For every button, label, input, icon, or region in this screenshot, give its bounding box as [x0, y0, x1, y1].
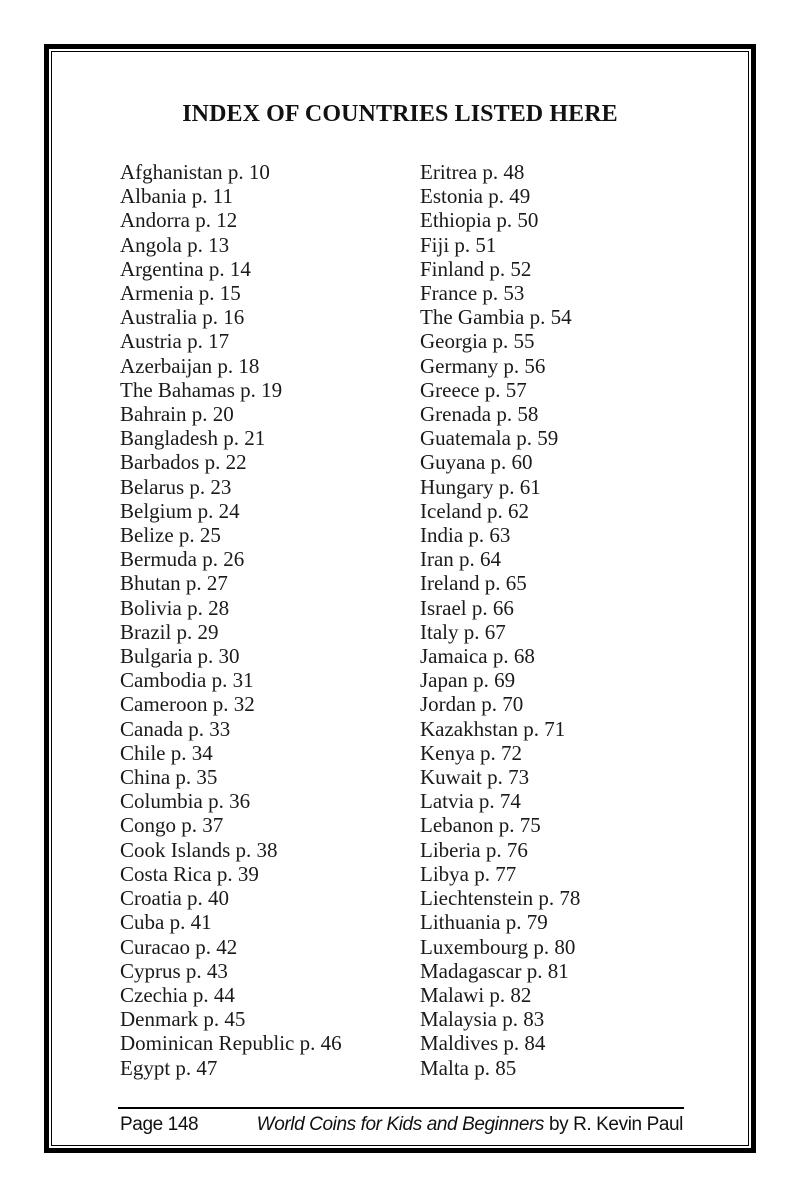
index-entry: Australia p. 16: [120, 305, 245, 330]
index-entry: Liechtenstein p. 78: [420, 886, 581, 911]
index-entry: Maldives p. 84: [420, 1031, 546, 1056]
index-entry: Germany p. 56: [420, 353, 546, 378]
index-entry: Fiji p. 51: [420, 232, 497, 257]
index-entry: Belarus p. 23: [120, 474, 232, 499]
index-entry: France p. 53: [420, 281, 525, 306]
index-entry: Liberia p. 76: [420, 837, 528, 862]
index-entry: Cuba p. 41: [120, 910, 212, 935]
index-entry: Armenia p. 15: [120, 281, 241, 306]
index-entry: Israel p. 66: [420, 595, 514, 620]
index-entry: Barbados p. 22: [120, 450, 247, 475]
index-entry: Andorra p. 12: [120, 208, 238, 233]
index-entry: Belgium p. 24: [120, 498, 240, 523]
index-column-right: [420, 160, 720, 1080]
index-entry: Madagascar p. 81: [420, 958, 569, 983]
index-entry: Bahrain p. 20: [120, 402, 234, 427]
index-entry: Ethiopia p. 50: [420, 208, 539, 233]
index-entry: The Gambia p. 54: [420, 305, 572, 330]
index-entry: Kuwait p. 73: [420, 765, 530, 790]
index-entry: Ireland p. 65: [420, 571, 527, 596]
index-entry: Jordan p. 70: [420, 692, 524, 717]
index-entry: Albania p. 11: [120, 184, 233, 209]
book-title: World Coins for Kids and Beginners: [256, 1114, 545, 1135]
index-entry: Finland p. 52: [420, 256, 532, 281]
index-entry: Hungary p. 61: [420, 474, 541, 499]
index-entry: The Bahamas p. 19: [120, 377, 283, 402]
index-entry: Japan p. 69: [420, 668, 516, 693]
index-entry: Cambodia p. 31: [120, 668, 254, 693]
index-entry: Bermuda p. 26: [120, 547, 245, 572]
index-entry: Brazil p. 29: [120, 619, 219, 644]
index-entry: Luxembourg p. 80: [420, 934, 576, 959]
index-entry: Canada p. 33: [120, 716, 231, 741]
index-entry: Costa Rica p. 39: [120, 861, 259, 886]
index-entry: Denmark p. 45: [120, 1007, 246, 1032]
index-columns: [120, 160, 696, 1080]
index-entry: Malaysia p. 83: [420, 1007, 545, 1032]
index-entry: Bulgaria p. 30: [120, 644, 240, 669]
index-entry: Eritrea p. 48: [420, 160, 525, 184]
index-entry: India p. 63: [420, 523, 511, 548]
index-entry: China p. 35: [120, 765, 218, 790]
index-entry: Lithuania p. 79: [420, 910, 548, 935]
index-entry: Belize p. 25: [120, 523, 221, 548]
index-entry: Guyana p. 60: [420, 450, 533, 475]
index-entry: Kazakhstan p. 71: [420, 716, 566, 741]
index-entry: Czechia p. 44: [120, 982, 235, 1007]
index-entry: Libya p. 77: [420, 861, 517, 886]
index-entry: Malawi p. 82: [420, 982, 532, 1007]
index-entry: Croatia p. 40: [120, 886, 230, 911]
footer: [120, 1114, 683, 1136]
index-entry: Afghanistan p. 10: [120, 160, 270, 184]
index-entry: Malta p. 85: [420, 1055, 517, 1080]
index-entry: Lebanon p. 75: [420, 813, 541, 838]
index-entry: Bhutan p. 27: [120, 571, 228, 596]
index-entry: Curacao p. 42: [120, 934, 238, 959]
index-entry: Iceland p. 62: [420, 498, 530, 523]
index-entry: Bolivia p. 28: [120, 595, 230, 620]
footer-credit: [257, 1114, 683, 1136]
index-entry: Kenya p. 72: [420, 740, 523, 765]
page-title: INDEX OF COUNTRIES LISTED HERE: [182, 101, 618, 127]
index-entry: Greece p. 57: [420, 377, 527, 402]
index-entry: Cameroon p. 32: [120, 692, 255, 717]
index-entry: Georgia p. 55: [420, 329, 535, 354]
index-entry: Cyprus p. 43: [120, 958, 228, 983]
index-entry: Azerbaijan p. 18: [120, 353, 260, 378]
footer-rule: [118, 1107, 684, 1109]
index-entry: Cook Islands p. 38: [120, 837, 278, 862]
index-entry: Egypt p. 47: [120, 1055, 218, 1080]
page-number-label: Page 148: [120, 1114, 199, 1135]
index-entry: Guatemala p. 59: [420, 426, 559, 451]
index-entry: Estonia p. 49: [420, 184, 531, 209]
index-entry: Dominican Republic p. 46: [120, 1031, 342, 1056]
index-entry: Italy p. 67: [420, 619, 506, 644]
index-entry: Jamaica p. 68: [420, 644, 535, 669]
index-entry: Angola p. 13: [120, 232, 230, 257]
byline: by R. Kevin Paul: [548, 1114, 683, 1135]
index-entry: Columbia p. 36: [120, 789, 251, 814]
index-entry: Iran p. 64: [420, 547, 502, 572]
index-entry: Chile p. 34: [120, 740, 213, 765]
index-entry: Grenada p. 58: [420, 402, 539, 427]
index-entry: Congo p. 37: [120, 813, 224, 838]
index-entry: Argentina p. 14: [120, 256, 251, 281]
index-column-left: [120, 160, 420, 1080]
index-entry: Austria p. 17: [120, 329, 230, 354]
index-entry: Latvia p. 74: [420, 789, 521, 814]
index-entry: Bangladesh p. 21: [120, 426, 266, 451]
